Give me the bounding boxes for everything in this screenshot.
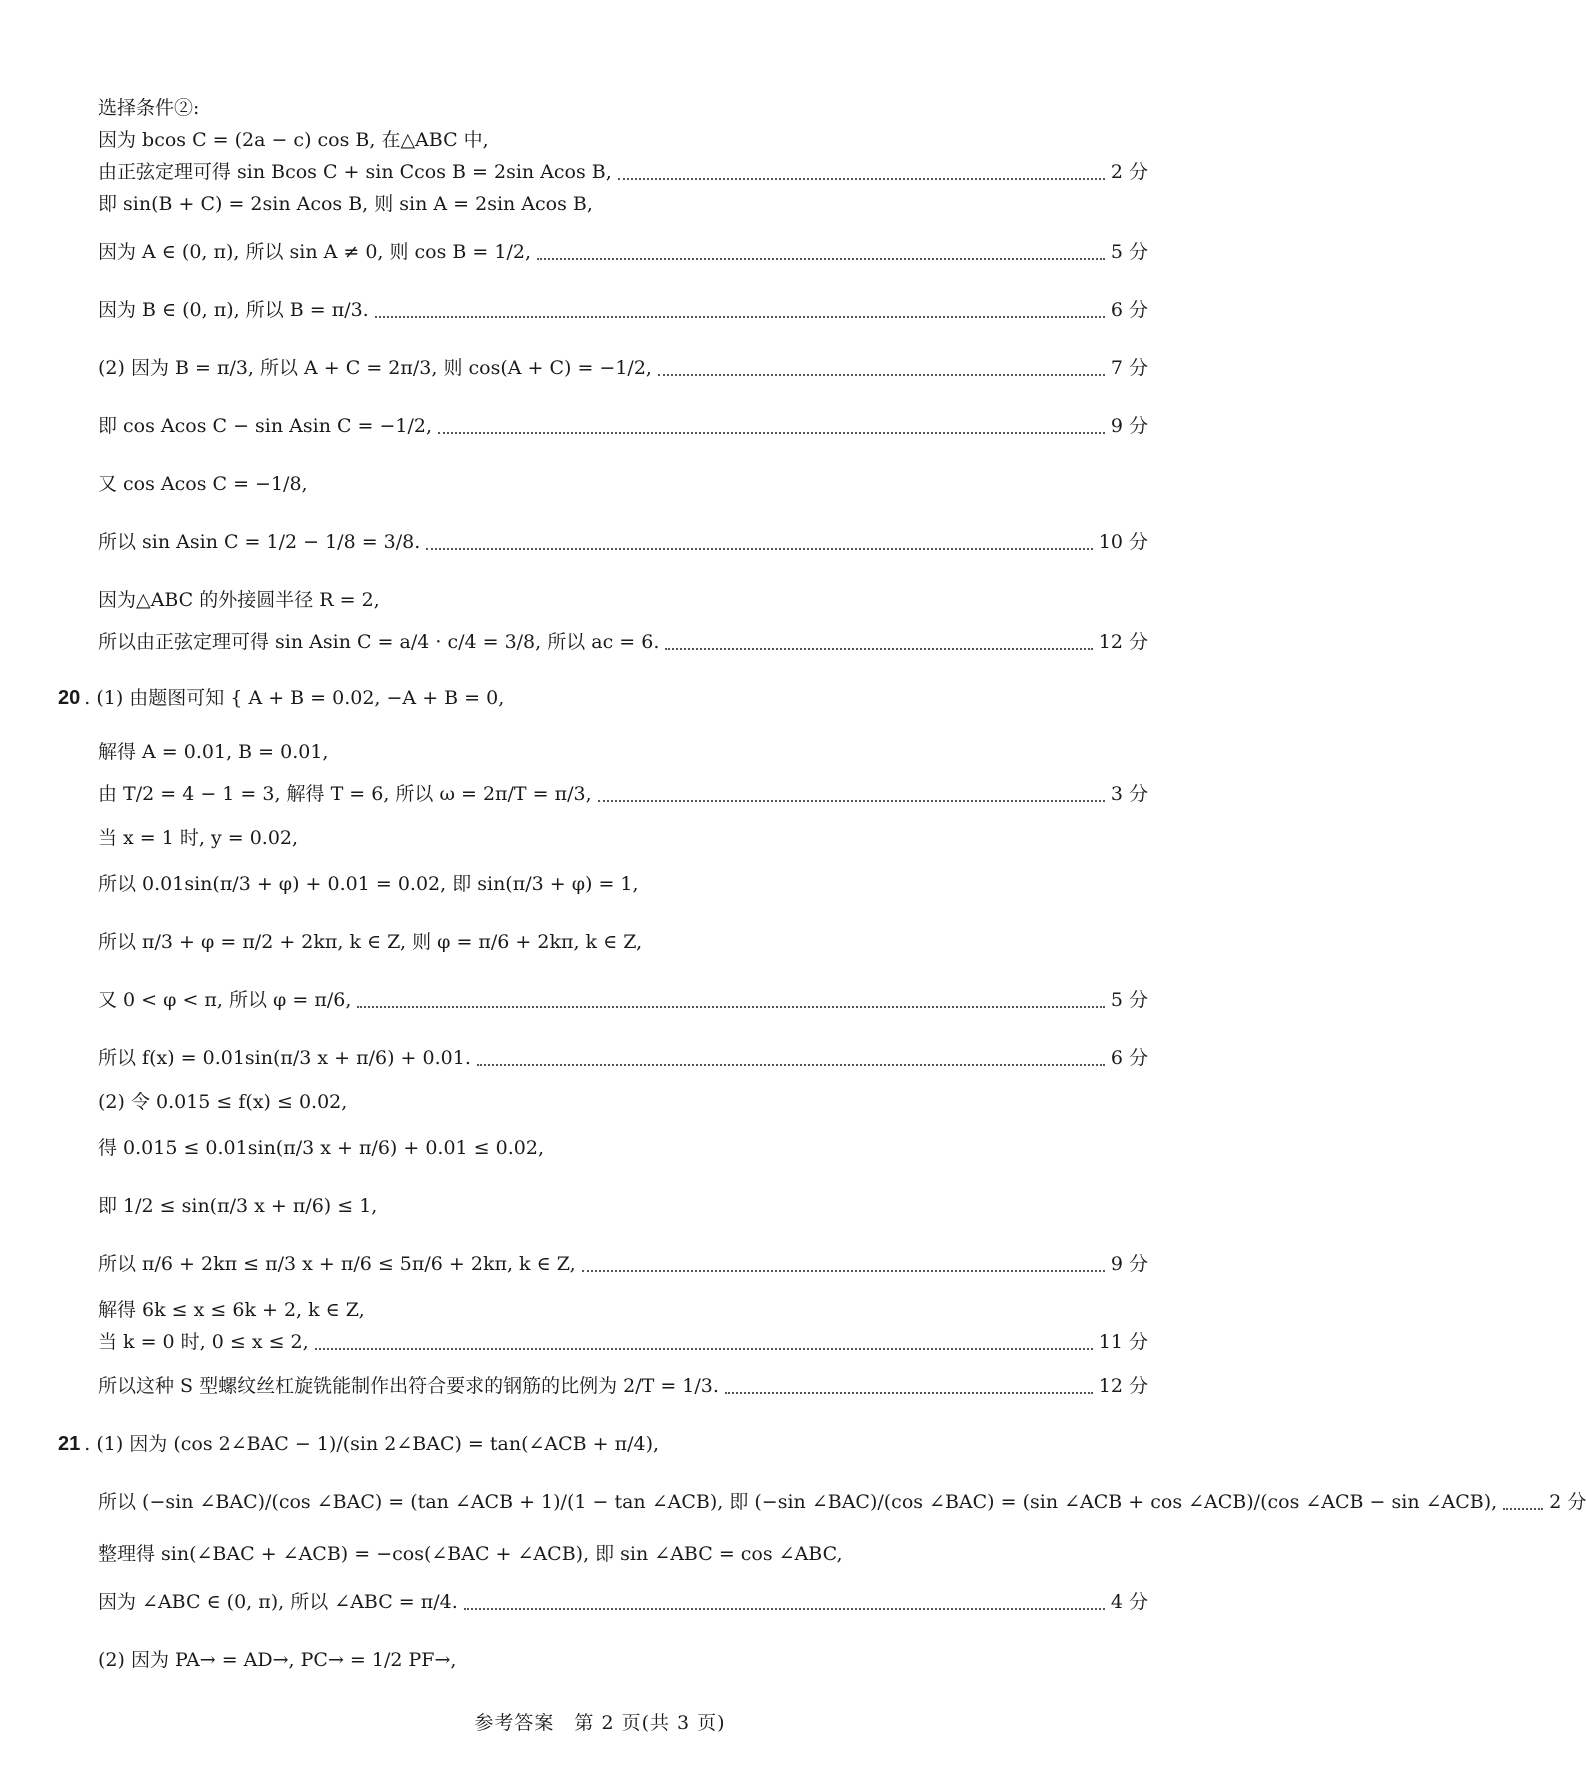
solution-line: [98, 782, 1148, 806]
score-label: 4 分: [1110, 1591, 1148, 1613]
solution-text: 所以 f(x) = 0.01sin(π/3 x + π/6) + 0.01.: [98, 1047, 471, 1069]
solution-text: 即 sin(B + C) = 2sin Acos B, 则 sin A = 2sin Acos B,: [98, 193, 593, 215]
solution-line: [98, 1252, 1148, 1276]
solution-line: [58, 1432, 1108, 1456]
solution-line: [98, 356, 1148, 380]
page-footer: 参考答案 第 2 页(共 3 页): [474, 1712, 726, 1734]
leader-dots: [426, 546, 1093, 550]
solution-text: 得 0.015 ≤ 0.01sin(π/3 x + π/6) + 0.01 ≤ 0.02,: [98, 1137, 544, 1159]
solution-line: [98, 530, 1148, 554]
solution-line: [98, 588, 1148, 612]
score-label: 10 分: [1098, 531, 1148, 553]
leader-dots: [357, 1004, 1105, 1008]
solution-text: 选择条件②:: [98, 97, 200, 119]
leader-dots: [598, 798, 1105, 802]
solution-text: 解得 6k ≤ x ≤ 6k + 2, k ∈ Z,: [98, 1299, 365, 1321]
solution-text: (2) 因为 B = π/3, 所以 A + C = 2π/3, 则 cos(A + C) = −1/2,: [98, 357, 652, 379]
solution-line: [98, 1542, 1148, 1566]
score-label: 11 分: [1098, 1331, 1148, 1353]
solution-line: [98, 872, 1148, 896]
solution-text: 所以这种 S 型螺纹丝杠旋铣能制作出符合要求的钢筋的比例为 2/T = 1/3.: [98, 1375, 719, 1397]
solution-line: [98, 1490, 1586, 1514]
leader-dots: [464, 1606, 1105, 1610]
solution-text: 解得 A = 0.01, B = 0.01,: [98, 741, 329, 763]
leader-dots: [725, 1390, 1093, 1394]
solution-line: [98, 128, 1148, 152]
solution-line: [98, 414, 1148, 438]
solution-text: . (1) 由题图可知 { A + B = 0.02, −A + B = 0,: [84, 687, 505, 709]
solution-line: [98, 1194, 1148, 1218]
leader-dots: [582, 1268, 1105, 1272]
score-label: 5 分: [1110, 241, 1148, 263]
solution-text: 当 x = 1 时, y = 0.02,: [98, 827, 299, 849]
solution-line: [98, 1648, 1148, 1672]
solution-line: [98, 1330, 1148, 1354]
leader-dots: [537, 256, 1105, 260]
solution-line: [98, 1374, 1148, 1398]
solution-line: [98, 1090, 1148, 1114]
score-label: 12 分: [1098, 631, 1148, 653]
question-number: 20: [58, 687, 81, 709]
solution-text: 整理得 sin(∠BAC + ∠ACB) = −cos(∠BAC + ∠ACB), 即 sin ∠ABC = cos ∠ABC,: [98, 1543, 843, 1565]
solution-line: [98, 740, 1148, 764]
score-label: 5 分: [1110, 989, 1148, 1011]
solution-text: 因为 A ∈ (0, π), 所以 sin A ≠ 0, 则 cos B = 1/2,: [98, 241, 531, 263]
solution-line: [58, 686, 1108, 710]
solution-line: [98, 988, 1148, 1012]
score-label: 3 分: [1110, 783, 1148, 805]
score-label: 6 分: [1110, 299, 1148, 321]
leader-dots: [375, 314, 1105, 318]
solution-line: [98, 96, 1148, 120]
solution-text: 所以 sin Asin C = 1/2 − 1/8 = 3/8.: [98, 531, 421, 553]
solution-text: 由正弦定理可得 sin Bcos C + sin Ccos B = 2sin Acos B,: [98, 161, 612, 183]
solution-text: 因为 bcos C = (2a − c) cos B, 在△ABC 中,: [98, 129, 489, 151]
solution-text: 所以 (−sin ∠BAC)/(cos ∠BAC) = (tan ∠ACB + 1)/(1 − tan ∠ACB), 即 (−sin ∠BAC)/(cos ∠BAC) = (sin ∠ACB + cos ∠ACB)/(cos ∠ACB − sin ∠ACB),: [98, 1491, 1498, 1513]
solution-line: [98, 192, 1148, 216]
solution-line: [98, 930, 1148, 954]
score-label: 6 分: [1110, 1047, 1148, 1069]
solution-text: (2) 因为 PA→ = AD→, PC→ = 1/2 PF→,: [98, 1649, 457, 1671]
score-label: 12 分: [1098, 1375, 1148, 1397]
solution-text: 又 cos Acos C = −1/8,: [98, 473, 308, 495]
solution-text: 当 k = 0 时, 0 ≤ x ≤ 2,: [98, 1331, 309, 1353]
solution-text: 所以 π/3 + φ = π/2 + 2kπ, k ∈ Z, 则 φ = π/6 + 2kπ, k ∈ Z,: [98, 931, 643, 953]
solution-line: [98, 240, 1148, 264]
leader-dots: [438, 430, 1105, 434]
leader-dots: [477, 1062, 1105, 1066]
solution-line: [98, 826, 1148, 850]
solution-line: [98, 1136, 1148, 1160]
score-label: 2 分: [1110, 161, 1148, 183]
score-label: 9 分: [1110, 415, 1148, 437]
leader-dots: [315, 1346, 1093, 1350]
solution-text: 所以由正弦定理可得 sin Asin C = a/4 · c/4 = 3/8, 所以 ac = 6.: [98, 631, 660, 653]
solution-line: [98, 1590, 1148, 1614]
solution-line: [98, 298, 1148, 322]
leader-dots: [658, 372, 1105, 376]
question-number: 21: [58, 1433, 81, 1455]
solution-text: 又 0 < φ < π, 所以 φ = π/6,: [98, 989, 352, 1011]
score-label: 9 分: [1110, 1253, 1148, 1275]
solution-text: 因为 ∠ABC ∈ (0, π), 所以 ∠ABC = π/4.: [98, 1591, 458, 1613]
solution-line: [98, 630, 1148, 654]
solution-text: 因为 B ∈ (0, π), 所以 B = π/3.: [98, 299, 369, 321]
solution-text: . (1) 因为 (cos 2∠BAC − 1)/(sin 2∠BAC) = tan(∠ACB + π/4),: [84, 1433, 660, 1455]
solution-text: 所以 π/6 + 2kπ ≤ π/3 x + π/6 ≤ 5π/6 + 2kπ, k ∈ Z,: [98, 1253, 576, 1275]
solution-line: [98, 1046, 1148, 1070]
solution-text: 因为△ABC 的外接圆半径 R = 2,: [98, 589, 380, 611]
solution-line: [98, 160, 1148, 184]
score-label: 7 分: [1110, 357, 1148, 379]
solution-line: [98, 472, 1148, 496]
score-label: 2 分: [1549, 1491, 1586, 1513]
solution-text: 即 1/2 ≤ sin(π/3 x + π/6) ≤ 1,: [98, 1195, 378, 1217]
solution-text: 由 T/2 = 4 − 1 = 3, 解得 T = 6, 所以 ω = 2π/T = π/3,: [98, 783, 592, 805]
leader-dots: [1503, 1506, 1543, 1510]
solution-text: (2) 令 0.015 ≤ f(x) ≤ 0.02,: [98, 1091, 348, 1113]
solution-text: 所以 0.01sin(π/3 + φ) + 0.01 = 0.02, 即 sin(π/3 + φ) = 1,: [98, 873, 639, 895]
leader-dots: [618, 176, 1105, 180]
leader-dots: [665, 646, 1092, 650]
solution-text: 即 cos Acos C − sin Asin C = −1/2,: [98, 415, 433, 437]
solution-line: [98, 1298, 1148, 1322]
